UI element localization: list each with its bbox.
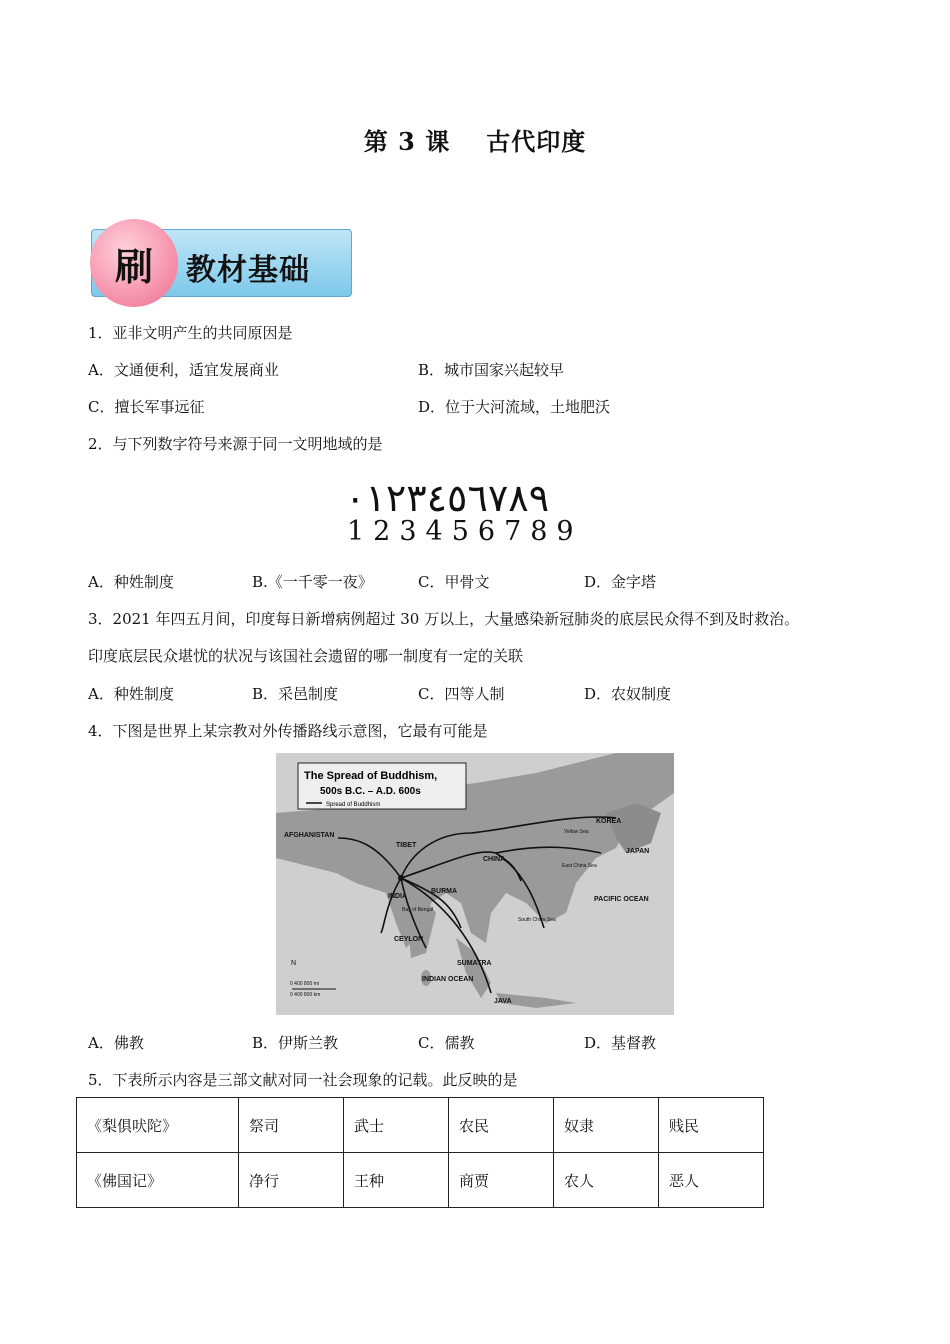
label-afghanistan: AFGHANISTAN bbox=[284, 832, 335, 839]
label-sumatra: SUMATRA bbox=[457, 960, 492, 967]
map-title-line1: The Spread of Buddhism, bbox=[304, 770, 438, 782]
q3-option-a: A．种姓制度 bbox=[88, 685, 174, 703]
table-cell: 净行 bbox=[239, 1153, 344, 1208]
map-legend-label: Spread of Buddhism bbox=[326, 802, 381, 808]
q2-option-c: C．甲骨文 bbox=[418, 573, 490, 591]
label-china: CHINA bbox=[483, 856, 506, 863]
label-pacific-ocean: PACIFIC OCEAN bbox=[594, 896, 649, 903]
literature-comparison-table bbox=[76, 1097, 764, 1208]
label-java: JAVA bbox=[494, 998, 512, 1005]
q2-option-b: B.《一千零一夜》 bbox=[252, 573, 373, 591]
lesson-number: 第 3 课 bbox=[363, 127, 451, 156]
table-cell: 农人 bbox=[554, 1153, 659, 1208]
label-south-china-sea: South China Sea bbox=[518, 917, 556, 923]
q4-option-a: A．佛教 bbox=[88, 1034, 144, 1052]
table-cell: 贱民 bbox=[659, 1098, 764, 1153]
label-bay-of-bengal: Bay of Bengal bbox=[402, 907, 434, 913]
table-row bbox=[77, 1153, 764, 1208]
q3-option-c: C．四等人制 bbox=[418, 685, 505, 703]
q1-option-b: B．城市国家兴起较早 bbox=[418, 361, 565, 379]
q1-option-d: D．位于大河流域，土地肥沃 bbox=[418, 398, 611, 416]
badge-circle: 刷 bbox=[90, 219, 178, 307]
table-cell: 王种 bbox=[344, 1153, 449, 1208]
q2-option-d: D．金字塔 bbox=[584, 573, 657, 591]
label-burma: BURMA bbox=[431, 888, 458, 895]
label-north: N bbox=[291, 960, 297, 967]
table-row bbox=[77, 1098, 764, 1153]
table-cell: 武士 bbox=[344, 1098, 449, 1153]
q4-option-d: D．基督教 bbox=[584, 1034, 657, 1052]
table-cell: 农民 bbox=[449, 1098, 554, 1153]
section-badge bbox=[88, 219, 354, 301]
question-1-stem: 1．亚非文明产生的共同原因是 bbox=[88, 324, 293, 342]
label-yellow-sea: Yellow Sea bbox=[564, 829, 589, 835]
q3-option-b: B．采邑制度 bbox=[252, 685, 339, 703]
badge-label: 教材基础 bbox=[186, 253, 310, 288]
label-east-china-sea: East China Sea bbox=[562, 863, 597, 869]
western-numerals: 123456789 bbox=[347, 516, 583, 547]
numerals-image bbox=[345, 476, 610, 554]
table-cell: 《梨俱吠陀》 bbox=[77, 1098, 239, 1153]
question-3-stem-line1: 3．2021 年四五月间，印度每日新增病例超过 30 万以上，大量感染新冠肺炎的底层民众得不到及时救治。 bbox=[88, 610, 800, 628]
table-cell: 《佛国记》 bbox=[77, 1153, 239, 1208]
q1-option-c: C．擅长军事远征 bbox=[88, 398, 205, 416]
question-3-stem-line2: 印度底层民众堪忧的状况与该国社会遗留的哪一制度有一定的关联 bbox=[88, 647, 524, 665]
table-cell: 恶人 bbox=[659, 1153, 764, 1208]
question-2-stem: 2．与下列数字符号来源于同一文明地域的是 bbox=[88, 435, 383, 453]
q2-option-a: A．种姓制度 bbox=[88, 573, 174, 591]
label-ceylon: CEYLON bbox=[394, 936, 424, 943]
label-korea: KOREA bbox=[596, 818, 622, 825]
label-scale-km: 0 400 800 km bbox=[290, 992, 321, 998]
map-title-line2: 500s B.C. – A.D. 600s bbox=[320, 786, 421, 797]
lesson-name: 古代印度 bbox=[486, 127, 587, 156]
label-indian-ocean: INDIAN OCEAN bbox=[422, 976, 474, 983]
table-cell: 奴隶 bbox=[554, 1098, 659, 1153]
buddhism-spread-map bbox=[276, 753, 674, 1015]
table-cell: 祭司 bbox=[239, 1098, 344, 1153]
label-japan: JAPAN bbox=[626, 848, 650, 855]
question-5-stem: 5．下表所示内容是三部文献对同一社会现象的记载。此反映的是 bbox=[88, 1071, 518, 1089]
page-title bbox=[0, 122, 950, 157]
q3-option-d: D．农奴制度 bbox=[584, 685, 672, 703]
q1-option-a: A．文通便利，适宜发展商业 bbox=[88, 361, 279, 379]
label-tibet: TIBET bbox=[396, 842, 417, 849]
q4-option-b: B．伊斯兰教 bbox=[252, 1034, 339, 1052]
arabic-numerals: ٠١٢٣٤٥٦٧٨٩ bbox=[345, 476, 550, 520]
q4-option-c: C．儒教 bbox=[418, 1034, 475, 1052]
label-scale-mi: 0 400 800 mi bbox=[290, 981, 319, 987]
label-india: INDIA bbox=[388, 893, 408, 900]
table-cell: 商贾 bbox=[449, 1153, 554, 1208]
question-4-stem: 4．下图是世界上某宗教对外传播路线示意图，它最有可能是 bbox=[88, 722, 488, 740]
